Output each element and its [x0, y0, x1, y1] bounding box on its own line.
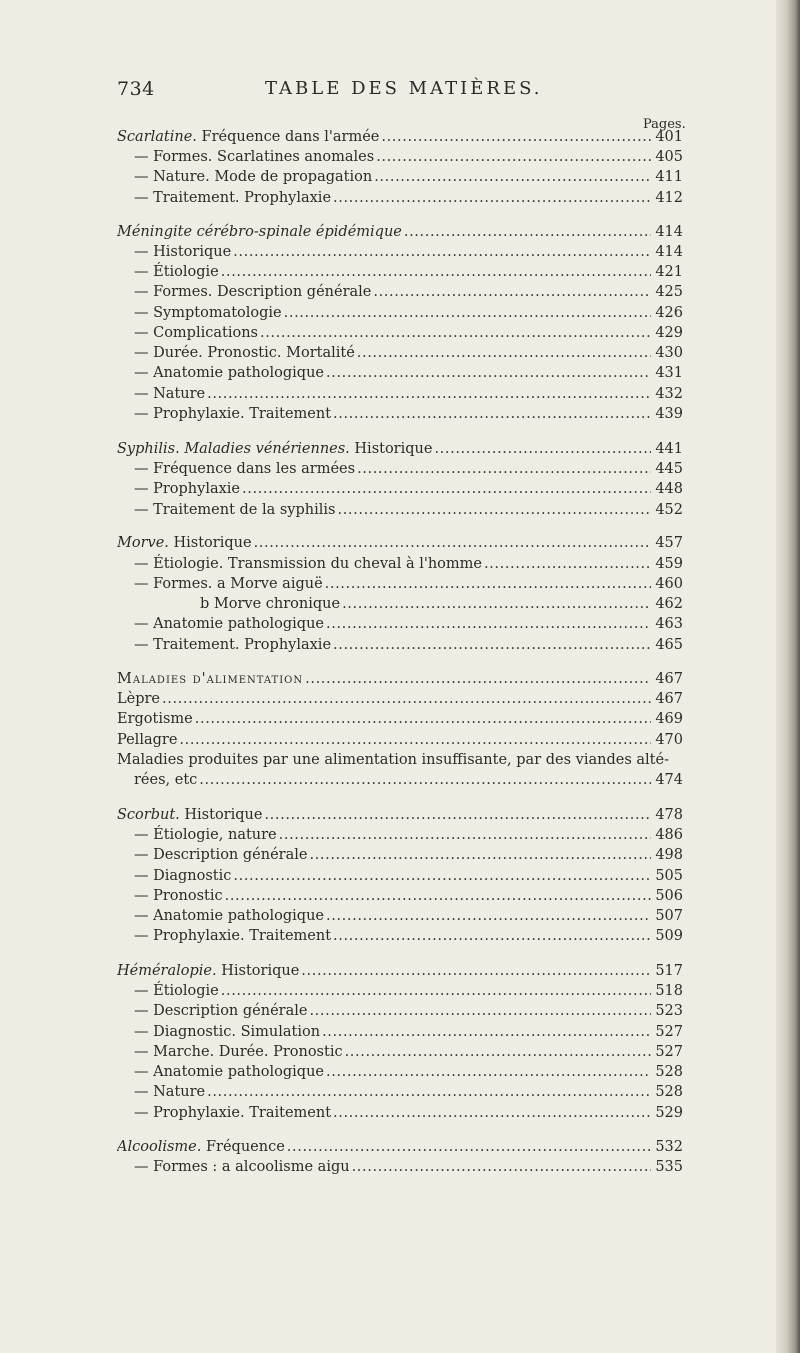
toc-entry-text: Description générale — [153, 847, 308, 863]
toc-entry-text: Anatomie pathologique — [153, 908, 325, 924]
toc-page-number: 486 — [655, 827, 683, 843]
dot-leader — [357, 459, 651, 479]
dash-prefix: — — [134, 827, 154, 843]
toc-entry — [117, 635, 683, 655]
toc-entry — [117, 188, 683, 208]
toc-entry — [117, 1103, 683, 1123]
dot-leader — [279, 825, 651, 845]
toc-entry-text: rées, etc — [134, 772, 198, 788]
dot-leader — [264, 805, 651, 825]
toc-entry-label — [117, 459, 355, 479]
toc-entry-label — [117, 886, 223, 906]
toc-entry — [117, 1157, 683, 1177]
toc-entry-label — [117, 343, 355, 363]
toc-entry — [117, 459, 683, 479]
dot-leader — [333, 926, 651, 946]
toc-entry — [117, 222, 683, 242]
toc-entry — [117, 614, 683, 634]
dash-prefix: — — [134, 1084, 154, 1100]
toc-entry — [117, 343, 683, 363]
toc-page-number: 430 — [655, 345, 683, 361]
toc-page-number: 532 — [655, 1139, 683, 1155]
page-header — [0, 78, 800, 108]
toc-page-number: 459 — [655, 556, 683, 572]
toc-entry-label — [117, 926, 331, 946]
toc-entry-text: Anatomie pathologique — [153, 1064, 325, 1080]
dash-prefix: — — [134, 576, 154, 592]
toc-entry — [117, 1082, 683, 1102]
toc-entry-label — [117, 981, 219, 1001]
toc-page-number: 467 — [655, 671, 683, 687]
toc-page-number: 517 — [655, 963, 683, 979]
toc-entry-label — [117, 439, 432, 459]
toc-entry-label — [117, 1022, 320, 1042]
toc-entry-label — [117, 805, 262, 825]
toc-entry — [117, 574, 683, 594]
dash-prefix: — — [134, 908, 154, 924]
toc-entry-text: Pronostic — [153, 888, 223, 904]
dot-leader — [333, 404, 651, 424]
toc-page-number: 467 — [655, 691, 683, 707]
toc-entry-text: Historique — [349, 441, 433, 457]
dash-prefix: — — [134, 616, 154, 632]
toc-entry — [117, 439, 683, 459]
toc-entry-label — [117, 479, 240, 499]
dash-prefix: — — [134, 345, 154, 361]
toc-entry — [117, 1001, 683, 1021]
toc-page-number: 425 — [655, 284, 683, 300]
dot-leader — [233, 242, 651, 262]
dash-prefix: — — [134, 461, 154, 477]
toc-entry-text: Nature — [153, 1084, 206, 1100]
toc-entry — [117, 669, 683, 689]
toc-entry — [117, 533, 683, 553]
dot-leader — [373, 282, 651, 302]
toc-entry-text: b Morve chronique — [200, 596, 341, 612]
toc-entry-label — [117, 866, 231, 886]
dash-prefix: — — [134, 888, 154, 904]
toc-entry — [117, 384, 683, 404]
dash-prefix: — — [134, 928, 154, 944]
toc-entry-label — [117, 689, 160, 709]
toc-entry — [117, 363, 683, 383]
toc-entry — [117, 750, 683, 770]
toc-entry-text: Maladies d'alimentation — [117, 671, 304, 687]
toc-entry-text: Prophylaxie — [153, 481, 241, 497]
dash-prefix: — — [134, 637, 154, 653]
dot-leader — [233, 866, 651, 886]
dot-leader — [345, 1042, 651, 1062]
toc-entry-text: Historique — [153, 244, 232, 260]
toc-page-number: 527 — [655, 1024, 683, 1040]
dot-leader — [484, 554, 651, 574]
dot-leader — [374, 167, 651, 187]
toc-page-number: 441 — [655, 441, 683, 457]
dot-leader — [199, 770, 651, 790]
pages-column-label: Pages. — [643, 117, 686, 132]
toc-entry — [117, 323, 683, 343]
dot-leader — [179, 730, 651, 750]
toc-page-number: 505 — [655, 868, 683, 884]
dash-prefix: — — [134, 983, 154, 999]
toc-entry-label — [117, 500, 335, 520]
toc-page-number: 421 — [655, 264, 683, 280]
page-edge-shadow — [776, 0, 800, 1353]
dot-leader — [326, 614, 651, 634]
toc-page-number: 405 — [655, 149, 683, 165]
dot-leader — [195, 709, 651, 729]
toc-page-number: 527 — [655, 1044, 683, 1060]
toc-page-number: 445 — [655, 461, 683, 477]
toc-page-number: 439 — [655, 406, 683, 422]
toc-entry-label — [117, 1137, 285, 1157]
toc-page-number: 411 — [655, 169, 683, 185]
toc-entry-label — [117, 1062, 324, 1082]
dash-prefix: — — [134, 406, 154, 422]
toc-page-number: 432 — [655, 386, 683, 402]
toc-entry-label — [117, 750, 669, 770]
toc-page-number: 528 — [655, 1064, 683, 1080]
dash-prefix: — — [134, 502, 154, 518]
toc-entry-text: Ergotisme — [117, 711, 193, 727]
dot-leader — [221, 981, 651, 1001]
toc-entry — [117, 147, 683, 167]
toc-entry-label — [117, 906, 324, 926]
dash-prefix: — — [134, 1105, 154, 1121]
toc-page-number: 401 — [655, 129, 683, 145]
toc-entry-text: Étiologie — [153, 983, 219, 999]
toc-entry-text: Durée. Pronostic. Mortalité — [153, 345, 355, 361]
toc-page-number: 452 — [655, 502, 683, 518]
toc-entry — [117, 262, 683, 282]
toc-entry-text: Fréquence — [201, 1139, 285, 1155]
dot-leader — [404, 222, 651, 242]
toc-page-number: 463 — [655, 616, 683, 632]
dot-leader — [337, 500, 651, 520]
dot-leader — [342, 594, 651, 614]
toc-entry-label — [117, 384, 205, 404]
dot-leader — [326, 363, 651, 383]
dot-leader — [357, 343, 651, 363]
toc-entry — [117, 1042, 683, 1062]
toc-entry-text: Diagnostic — [153, 868, 232, 884]
toc-entry — [117, 961, 683, 981]
toc-entry-text: Historique — [179, 807, 263, 823]
dash-prefix: — — [134, 1064, 154, 1080]
toc-entry — [117, 500, 683, 520]
toc-entry-heading: Syphilis. Maladies vénériennes. — [117, 441, 350, 457]
toc-entry-label — [117, 147, 374, 167]
dot-leader — [305, 669, 651, 689]
toc-entry-label — [117, 825, 277, 845]
dot-leader — [322, 1022, 651, 1042]
toc-entry-heading: Méningite cérébro-spinale épidémique — [117, 224, 402, 240]
toc-entry-text: Nature. Mode de propagation — [153, 169, 373, 185]
dot-leader — [207, 1082, 651, 1102]
dot-leader — [326, 1062, 651, 1082]
dot-leader — [287, 1137, 651, 1157]
dash-prefix: — — [134, 169, 154, 185]
dash-prefix: — — [134, 556, 154, 572]
dot-leader — [333, 635, 651, 655]
dot-leader — [381, 127, 651, 147]
toc-entry-heading: Scorbut. — [117, 807, 180, 823]
toc-entry-text: Historique — [168, 535, 252, 551]
toc-entry-label — [117, 669, 303, 689]
toc-entry-label — [117, 303, 282, 323]
toc-entry-text: Diagnostic. Simulation — [153, 1024, 321, 1040]
toc-entry-label — [117, 845, 307, 865]
toc-entry-label — [117, 323, 258, 343]
toc-entry — [117, 1137, 683, 1157]
dot-leader — [325, 574, 651, 594]
toc-entry-label — [117, 1001, 307, 1021]
toc-entry-label — [117, 222, 402, 242]
dash-prefix: — — [134, 149, 154, 165]
toc-page-number: 431 — [655, 365, 683, 381]
toc-page-number: 426 — [655, 305, 683, 321]
toc-entry — [134, 770, 683, 790]
toc-page-number: 470 — [655, 732, 683, 748]
toc-page-number: 529 — [655, 1105, 683, 1121]
dot-leader — [242, 479, 651, 499]
toc-entry-label — [117, 188, 331, 208]
toc-entry-label — [117, 262, 219, 282]
toc-entry-label — [200, 594, 340, 614]
toc-entry — [117, 845, 683, 865]
toc-page-number: 478 — [655, 807, 683, 823]
toc-entry — [117, 805, 683, 825]
toc-entry-label — [117, 1042, 343, 1062]
toc-entry — [117, 886, 683, 906]
dash-prefix: — — [134, 365, 154, 381]
dash-prefix: — — [134, 1003, 154, 1019]
toc-entry — [117, 1022, 683, 1042]
toc-entry-text: Formes. Description générale — [153, 284, 372, 300]
toc-page-number: 509 — [655, 928, 683, 944]
toc-entry-label — [117, 635, 331, 655]
toc-entry-label — [117, 961, 299, 981]
toc-entry-heading: Alcoolisme. — [117, 1139, 202, 1155]
toc-page-number: 535 — [655, 1159, 683, 1175]
toc-page-number: 457 — [655, 535, 683, 551]
toc-entry — [117, 906, 683, 926]
dot-leader — [326, 906, 651, 926]
toc-entry-heading: Morve. — [117, 535, 169, 551]
toc-entry-text: Lèpre — [117, 691, 161, 707]
toc-entry-label — [117, 1082, 205, 1102]
dash-prefix: — — [134, 1024, 154, 1040]
toc-page-number: 507 — [655, 908, 683, 924]
toc-entry-text: Anatomie pathologique — [153, 616, 325, 632]
dot-leader — [284, 303, 651, 323]
toc-entry — [117, 709, 683, 729]
toc-page-number: 465 — [655, 637, 683, 653]
dash-prefix: — — [134, 1159, 154, 1175]
toc-entry-text: Nature — [153, 386, 206, 402]
toc-entry-text: Historique — [216, 963, 300, 979]
toc-entry-text: Prophylaxie. Traitement — [153, 928, 332, 944]
dot-leader — [221, 262, 651, 282]
dot-leader — [207, 384, 651, 404]
toc-entry-text: Fréquence dans l'armée — [196, 129, 380, 145]
toc-entry — [117, 282, 683, 302]
dot-leader — [254, 533, 651, 553]
toc-page-number: 528 — [655, 1084, 683, 1100]
toc-entry-text: Étiologie. Transmission du cheval à l'homme — [153, 556, 482, 572]
toc-page-number: 469 — [655, 711, 683, 727]
toc-page-number: 462 — [655, 596, 683, 612]
toc-entry — [117, 926, 683, 946]
dot-leader — [162, 689, 651, 709]
toc-entry-text: Anatomie pathologique — [153, 365, 325, 381]
toc-entry — [117, 303, 683, 323]
running-title: TABLE DES MATIÈRES. — [265, 78, 543, 99]
toc-page-number: 518 — [655, 983, 683, 999]
dot-leader — [333, 188, 651, 208]
toc-entry — [117, 689, 683, 709]
dash-prefix: — — [134, 325, 154, 341]
dot-leader — [352, 1157, 651, 1177]
toc-entry-heading: Héméralopie. — [117, 963, 217, 979]
toc-entry — [117, 167, 683, 187]
toc-entry-text: Traitement. Prophylaxie — [153, 637, 332, 653]
toc-entry — [200, 594, 683, 614]
dash-prefix: — — [134, 190, 154, 206]
dot-leader — [260, 323, 651, 343]
toc-page-number: 460 — [655, 576, 683, 592]
dot-leader — [309, 845, 651, 865]
toc-entry-label — [117, 167, 372, 187]
toc-entry-text: Prophylaxie. Traitement — [153, 1105, 332, 1121]
toc-entry — [117, 479, 683, 499]
toc-page-number: 506 — [655, 888, 683, 904]
toc-entry — [117, 730, 683, 750]
toc-entry-label — [117, 404, 331, 424]
page-number: 734 — [117, 78, 155, 100]
toc-entry-label — [117, 574, 323, 594]
toc-entry — [117, 1062, 683, 1082]
dot-leader — [301, 961, 651, 981]
toc-entry-label — [117, 533, 252, 553]
toc-entry-text: Traitement de la syphilis — [153, 502, 336, 518]
toc-entry-heading: Scarlatine. — [117, 129, 197, 145]
toc-entry-text: Maladies produites par une alimentation insuffisante, par des viandes alté- — [117, 752, 669, 768]
dash-prefix: — — [134, 264, 154, 280]
dot-leader — [333, 1103, 651, 1123]
toc-entry-text: Complications — [153, 325, 258, 341]
toc-page-number: 498 — [655, 847, 683, 863]
toc-entry-text: Prophylaxie. Traitement — [153, 406, 332, 422]
dot-leader — [309, 1001, 651, 1021]
toc-entry — [117, 866, 683, 886]
toc-entry-text: Formes. a Morve aiguë — [153, 576, 323, 592]
dash-prefix: — — [134, 481, 154, 497]
toc-page-number: 412 — [655, 190, 683, 206]
dash-prefix: — — [134, 386, 154, 402]
toc-entry — [117, 981, 683, 1001]
dash-prefix: — — [134, 847, 154, 863]
toc-entry-label — [117, 282, 371, 302]
toc-entry-label — [117, 363, 324, 383]
toc-entry-label — [117, 127, 379, 147]
dash-prefix: — — [134, 868, 154, 884]
toc-entry-text: Étiologie, nature — [153, 827, 277, 843]
dash-prefix: — — [134, 305, 154, 321]
toc-entry-label — [117, 730, 177, 750]
toc-entry-label — [117, 1103, 331, 1123]
toc-entry-label — [117, 1157, 350, 1177]
toc-entry-text: Formes. Scarlatines anomales — [153, 149, 375, 165]
toc-entry — [117, 554, 683, 574]
toc-entry-text: Étiologie — [153, 264, 219, 280]
toc-entry-label — [117, 709, 193, 729]
toc-entry-text: Marche. Durée. Pronostic — [153, 1044, 343, 1060]
toc-entry — [117, 127, 683, 147]
dot-leader — [225, 886, 651, 906]
toc-entry — [117, 825, 683, 845]
dot-leader — [434, 439, 651, 459]
toc-page-number: 429 — [655, 325, 683, 341]
toc-page-number: 474 — [655, 772, 683, 788]
toc-entry-text: Symptomatologie — [153, 305, 282, 321]
dash-prefix: — — [134, 1044, 154, 1060]
dot-leader — [376, 147, 651, 167]
toc-entry-label — [134, 770, 197, 790]
dash-prefix: — — [134, 284, 154, 300]
toc-entry-text: Formes : a alcoolisme aigu — [153, 1159, 350, 1175]
toc-page-number: 523 — [655, 1003, 683, 1019]
toc-entry-text: Description générale — [153, 1003, 308, 1019]
toc-page-number: 414 — [655, 224, 683, 240]
dash-prefix: — — [134, 244, 154, 260]
toc-page-number: 448 — [655, 481, 683, 497]
toc-entry-text: Traitement. Prophylaxie — [153, 190, 332, 206]
toc-entry-label — [117, 242, 231, 262]
toc-page-number: 414 — [655, 244, 683, 260]
toc-entry-text: Fréquence dans les armées — [153, 461, 356, 477]
toc-entry-text: Pellagre — [117, 732, 178, 748]
toc-entry-label — [117, 554, 482, 574]
toc-entry-label — [117, 614, 324, 634]
toc-entry — [117, 242, 683, 262]
toc-entry — [117, 404, 683, 424]
